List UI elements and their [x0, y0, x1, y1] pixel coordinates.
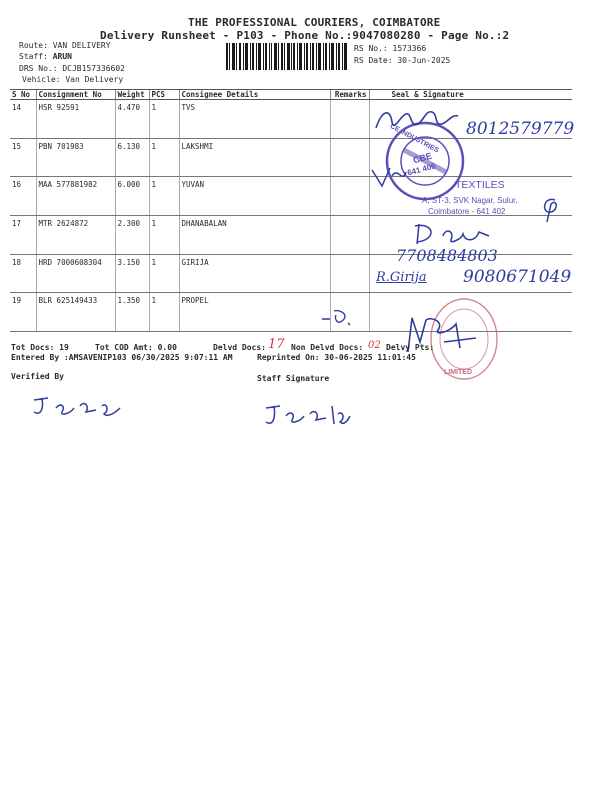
non-delivered-docs-count: 02: [368, 340, 381, 351]
staff-label: Staff:: [19, 52, 48, 61]
cell-consignee: GIRIJA: [179, 254, 330, 293]
cell-pcs: 1: [149, 138, 179, 177]
drs-value: DCJB157336602: [62, 64, 125, 73]
cell-consignee: DHANABALAN: [179, 216, 330, 255]
row17-signature: [405, 220, 495, 248]
total-docs: Tot Docs: 19: [11, 343, 69, 352]
cell-weight: 1.350: [115, 293, 149, 332]
col-header-consignee: Consignee Details: [179, 90, 330, 100]
row17-phone-handwritten: 7708484803: [396, 246, 498, 265]
cell-sno: 17: [10, 216, 36, 255]
barcode-image: [226, 43, 348, 70]
cell-sno: 15: [10, 138, 36, 177]
col-header-seal-signature: Seal & Signature: [369, 90, 572, 100]
rs-number: RS No.: 1573366: [354, 44, 427, 53]
cell-sno: 14: [10, 100, 36, 139]
limited-seal-text: LIMITED: [444, 369, 472, 376]
cell-pcs: 1: [149, 177, 179, 216]
cell-weight: 6.000: [115, 177, 149, 216]
row16-initial-mark: [537, 194, 563, 224]
cell-consignment: MAA 577881982: [36, 177, 115, 216]
table-row: [10, 138, 572, 177]
cell-pcs: 1: [149, 100, 179, 139]
delivery-points-label: Delvy Pts:: [386, 343, 435, 352]
row14-phone-handwritten: 8012579779: [466, 119, 575, 139]
cell-weight: 3.150: [115, 254, 149, 293]
cell-remarks: [330, 254, 369, 293]
row14-signature: [372, 104, 462, 138]
company-title: THE PROFESSIONAL COURIERS, COIMBATORE: [188, 16, 441, 29]
cell-consignee: LAKSHMI: [179, 138, 330, 177]
cell-consignment: HRD 7000608304: [36, 254, 115, 293]
staff-signature: [262, 400, 352, 430]
cell-sno: 19: [10, 293, 36, 332]
row16-address-line2: Coimbatore - 641 402: [428, 207, 506, 216]
cell-weight: 4.470: [115, 100, 149, 139]
cell-weight: 6.130: [115, 138, 149, 177]
cell-remarks: [330, 100, 369, 139]
col-header-sno: S No: [10, 90, 36, 100]
cell-remarks: [330, 177, 369, 216]
cell-consignment: HSR 92591: [36, 100, 115, 139]
rs-date: RS Date: 30-Jun-2025: [354, 56, 451, 65]
delivered-docs-label: Delvd Docs:: [213, 343, 266, 352]
cell-consignee: TVS: [179, 100, 330, 139]
non-delivered-docs-label: Non Delvd Docs:: [291, 343, 364, 352]
verified-by-signature: [30, 392, 125, 420]
staff-value: ARUN: [52, 52, 72, 61]
delivered-docs-count: 17: [268, 337, 285, 352]
drs-label: DRS No.:: [19, 64, 58, 73]
row18-phone-handwritten: 9080671049: [463, 267, 572, 287]
stamp-ring-text: CE INDUSTRIES: [388, 123, 440, 155]
cell-consignee: PROPEL: [179, 293, 330, 332]
cell-sno: 18: [10, 254, 36, 293]
staff-row: [19, 52, 72, 61]
cell-pcs: 1: [149, 254, 179, 293]
drs-row: [19, 64, 125, 73]
runsheet-title: Delivery Runsheet - P103 - Phone No.:9047080280 - Page No.:2: [100, 29, 510, 42]
staff-signature-label: Staff Signature: [257, 374, 330, 383]
reprinted-on: Reprinted On: 30-06-2025 11:01:45: [257, 353, 416, 362]
row19-remark-mark: [320, 307, 354, 327]
row18-name-handwritten: R.Girija: [376, 270, 427, 285]
col-header-pcs: PCS: [149, 90, 179, 100]
route-label: Route: VAN DELIVERY: [19, 41, 111, 50]
cell-weight: 2.300: [115, 216, 149, 255]
cell-pcs: 1: [149, 293, 179, 332]
cell-pcs: 1: [149, 216, 179, 255]
entered-by: Entered By :AMSAVENIP103 06/30/2025 9:07:11 AM: [11, 353, 233, 362]
table-header-row: [10, 90, 572, 100]
total-cod-amount: Tot COD Amt: 0.00: [95, 343, 177, 352]
row16-signature: [368, 162, 408, 192]
cell-consignment: BLR 625149433: [36, 293, 115, 332]
stamp-inner-text: CBE: [412, 150, 433, 166]
cell-sno: 16: [10, 177, 36, 216]
col-header-consignment: Consignment No: [36, 90, 115, 100]
col-header-weight: Weight: [115, 90, 149, 100]
row16-address-line1: A, ST-3, SVK Nagar, Sulur,: [422, 196, 518, 205]
row16-company-stamp: TEXTILES: [455, 179, 505, 191]
cell-remarks: [330, 216, 369, 255]
cell-remarks: [330, 138, 369, 177]
cell-consignment: MTR 2624872: [36, 216, 115, 255]
cell-consignment: PBN 701983: [36, 138, 115, 177]
col-header-remarks: Remarks: [330, 90, 369, 100]
verified-by-label: Verified By: [11, 372, 64, 381]
cell-consignee: YUVAN: [179, 177, 330, 216]
stamp-code-text: 641 406: [406, 161, 437, 178]
vehicle-label: Vehicle: Van Delivery: [22, 75, 124, 84]
